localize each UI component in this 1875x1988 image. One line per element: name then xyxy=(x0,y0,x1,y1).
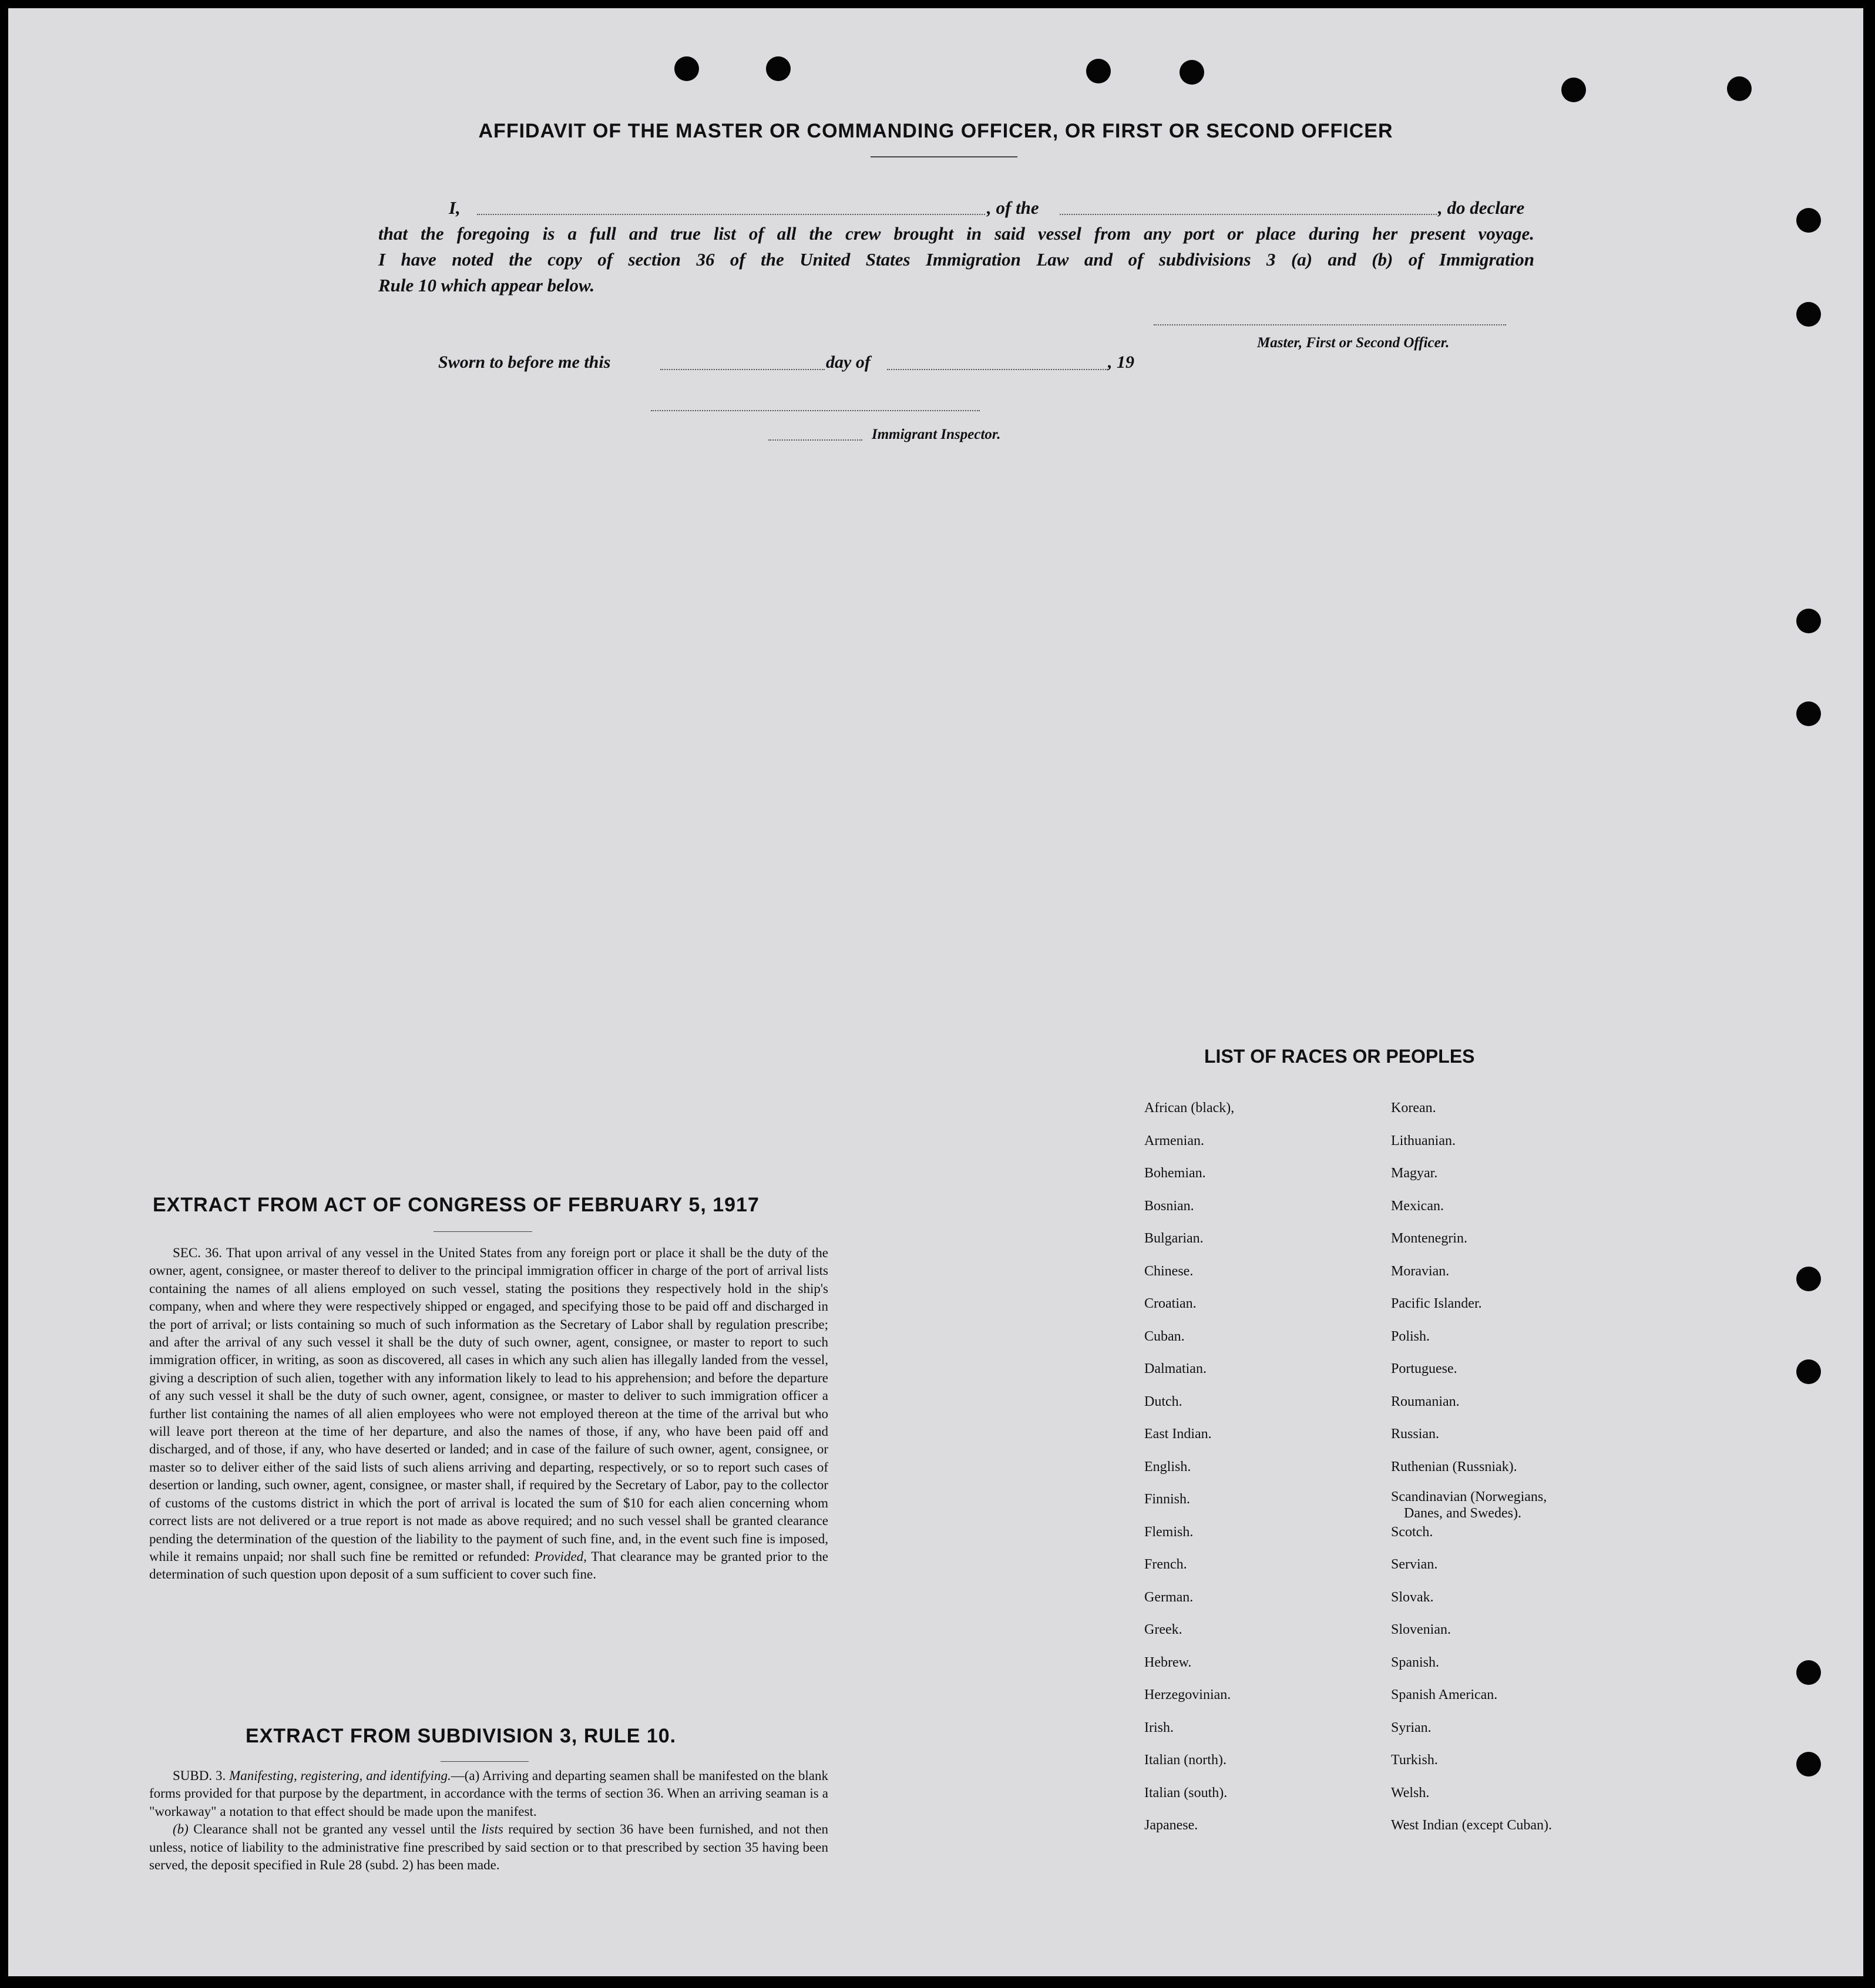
subd-a-text: —(a) Arriving and departing seamen shall be manifested on the blank forms provided for that purpose by the department, in accordance with the terms of section 36. When an arriving seaman is a "workaway" a notation to that effect should be made upon the manifest. xyxy=(149,1768,829,1819)
provided-label: Provided, xyxy=(534,1549,587,1564)
subd-heading: Manifesting, registering, and identifying. xyxy=(229,1768,451,1783)
race-item: Croatian. xyxy=(1144,1296,1197,1311)
rule-extract-title: EXTRACT FROM SUBDIVISION 3, RULE 10. xyxy=(246,1725,677,1747)
race-item: Lithuanian. xyxy=(1391,1133,1456,1149)
punch-hole xyxy=(1796,609,1821,633)
vessel-blank xyxy=(1060,214,1437,215)
race-item: East Indian. xyxy=(1144,1426,1212,1442)
provided-text: That clearance may be granted prior to the determination of such question upon deposit of a sum sufficient to cover such fine. xyxy=(149,1549,829,1582)
race-item: Finnish. xyxy=(1144,1492,1191,1507)
declaration-line-3: I have noted the copy of section 36 of the United States Immigration Law and of subdivisions 3 (a) and (b) of Immigration xyxy=(378,249,1534,270)
race-item: West Indian (except Cuban). xyxy=(1391,1818,1552,1833)
race-item-text: Scandinavian (Norwegians, xyxy=(1391,1489,1547,1505)
punch-hole xyxy=(1086,59,1111,83)
race-item: Welsh. xyxy=(1391,1785,1430,1801)
sworn-day-blank xyxy=(660,369,825,370)
race-item: Greek. xyxy=(1144,1622,1182,1637)
rule-title-rule xyxy=(441,1761,529,1762)
subd-label: SUBD. 3. xyxy=(173,1768,226,1783)
race-item: German. xyxy=(1144,1589,1194,1605)
race-item: Montenegrin. xyxy=(1391,1231,1467,1246)
race-item: Armenian. xyxy=(1144,1133,1204,1149)
declaration-of-the: , of the xyxy=(987,197,1039,218)
punch-hole xyxy=(1561,78,1586,102)
races-left-column xyxy=(1144,1100,1373,1850)
race-item: African (black), xyxy=(1144,1100,1235,1116)
race-item: Scotch. xyxy=(1391,1524,1433,1540)
race-item: Spanish. xyxy=(1391,1654,1440,1670)
document-page xyxy=(8,8,1863,1976)
race-item: Dutch. xyxy=(1144,1393,1182,1409)
race-item: Slovak. xyxy=(1391,1589,1434,1605)
race-item: Italian (north). xyxy=(1144,1752,1227,1768)
punch-hole xyxy=(1180,60,1204,85)
races-right-column xyxy=(1391,1100,1649,1850)
race-item-scandinavian xyxy=(1391,1489,1649,1522)
race-item: Roumanian. xyxy=(1391,1393,1460,1409)
race-item: Russian. xyxy=(1391,1426,1440,1442)
race-item: English. xyxy=(1144,1459,1191,1475)
inspector-label: Immigrant Inspector. xyxy=(872,427,1001,442)
subd-b-text-2: required by section 36 have been furnished, and not then unless, notice of liability to the administrative fine prescribed by said section or to that prescribed by section 35 having been served, the deposit specified in Rule 28 (subd. 2) has been made. xyxy=(149,1822,829,1873)
race-item: Cuban. xyxy=(1144,1328,1185,1344)
race-item: Mexican. xyxy=(1391,1198,1444,1214)
race-item: Syrian. xyxy=(1391,1720,1432,1735)
punch-hole xyxy=(1796,701,1821,726)
race-item: Herzegovinian. xyxy=(1144,1687,1231,1702)
race-item: Irish. xyxy=(1144,1720,1174,1735)
race-item: Spanish American. xyxy=(1391,1687,1498,1702)
master-label: Master, First or Second Officer. xyxy=(1257,335,1450,351)
punch-hole xyxy=(1796,1267,1821,1291)
subd-b-text-1: Clearance shall not be granted any vessel until the xyxy=(193,1822,477,1837)
race-item: Dalmatian. xyxy=(1144,1361,1207,1376)
race-item: Hebrew. xyxy=(1144,1654,1192,1670)
race-item: Italian (south). xyxy=(1144,1785,1228,1801)
races-title: LIST OF RACES OR PEOPLES xyxy=(1204,1046,1475,1067)
race-item: Slovenian. xyxy=(1391,1622,1451,1637)
master-signature-line xyxy=(1154,324,1506,325)
sec-36-body: That upon arrival of any vessel in the United States from any foreign port or place it shall be the duty of the owner, agent, consignee, or master thereof to deliver to the principal immigration officer in charge of the port of arrival lists containing the names of all aliens employed on such vessel, stating the positions they respectively hold in the ship's company, when and where they were respectively shipped or engaged, and specifying those to be paid off and discharged in the port of arrival; or lists containing so much of such information as the Secretary of Labor shall by regulation prescribe; and after the arrival of any such vessel it shall be the duty of such owner, agent, consignee, or master to report to such immigration officer, in writing, as soon as discovered, all cases in which any such alien has illegally landed from the vessel, giving a description of such alien, together with any information likely to lead to his apprehension; and before the departure of any such vessel it shall be the duty of such owner, agent, consignee, or master to deliver to such immigration officer a further list containing the names of all alien employees who were not employed thereon at the time of the arrival but who will leave port thereon at the time of her departure, and also the names of those, if any, who have been paid off and discharged, and of those, if any, who have deserted or landed; and in case of the failure of such owner, agent, consignee, or master so to deliver either of the said lists of such aliens arriving and departing, respectively, or so to report such cases of desertion or landing, such owner, agent, consignee, or master shall, if required by the Secretary of Labor, pay to the collector of customs of the customs district in which the port of arrival is located the sum of $10 for each alien concerning whom correct lists are not delivered or a true report is not made as above required; and no such vessel shall be granted clearance pending the determination of the question of the liability to the payment of such fine, and, in the event such fine is imposed, while it remains unpaid; nor shall such fine be remitted or refunded: xyxy=(149,1245,829,1564)
race-item: Polish. xyxy=(1391,1328,1430,1344)
punch-hole xyxy=(1796,1660,1821,1685)
name-blank xyxy=(477,214,985,215)
race-item: Korean. xyxy=(1391,1100,1436,1116)
title-rule xyxy=(871,156,1017,157)
race-item: Pacific Islander. xyxy=(1391,1296,1482,1311)
declaration-i: I, xyxy=(449,197,461,218)
subd-b-label: (b) xyxy=(173,1822,189,1837)
race-item: Turkish. xyxy=(1391,1752,1438,1768)
subd-b-lists: lists xyxy=(481,1822,503,1837)
punch-hole xyxy=(1727,76,1752,101)
inspector-short-line xyxy=(768,439,862,441)
race-item: Moravian. xyxy=(1391,1263,1450,1279)
race-item: Bulgarian. xyxy=(1144,1231,1204,1246)
inspector-signature-line xyxy=(651,410,980,411)
affidavit-title: AFFIDAVIT OF THE MASTER OR COMMANDING OFFICER, OR FIRST OR SECOND OFFICER xyxy=(478,120,1393,142)
punch-hole xyxy=(1796,1359,1821,1384)
race-item: Bohemian. xyxy=(1144,1166,1206,1181)
declaration-line-2: that the foregoing is a full and true list of all the crew brought in said vessel from any port or place during her present voyage. xyxy=(378,223,1534,244)
race-item: Ruthenian (Russniak). xyxy=(1391,1459,1517,1475)
punch-hole xyxy=(1796,302,1821,327)
race-item: French. xyxy=(1144,1557,1187,1572)
race-item: Bosnian. xyxy=(1144,1198,1194,1214)
punch-hole xyxy=(674,56,699,81)
race-item: Flemish. xyxy=(1144,1524,1194,1540)
race-item-wrap: Danes, and Swedes). xyxy=(1404,1506,1521,1521)
section-36-text xyxy=(149,1244,828,1584)
sec-label: SEC. 36. xyxy=(173,1245,223,1260)
race-item: Servian. xyxy=(1391,1557,1438,1572)
punch-hole xyxy=(766,56,791,81)
declaration-line-4: Rule 10 which appear below. xyxy=(378,275,595,295)
sworn-day-of: day of xyxy=(826,352,871,372)
race-item: Japanese. xyxy=(1144,1818,1198,1833)
race-item: Chinese. xyxy=(1144,1263,1194,1279)
race-item: Magyar. xyxy=(1391,1166,1438,1181)
punch-hole xyxy=(1796,1752,1821,1777)
race-item: Portuguese. xyxy=(1391,1361,1457,1376)
act-title-rule xyxy=(434,1231,532,1232)
sworn-month-blank xyxy=(887,369,1108,370)
sworn-start: Sworn to before me this xyxy=(438,352,611,372)
punch-hole xyxy=(1796,208,1821,233)
act-extract-title: EXTRACT FROM ACT OF CONGRESS OF FEBRUARY 5, 1917 xyxy=(153,1194,760,1216)
declaration-do-declare: , do declare xyxy=(1438,197,1525,218)
sworn-year: , 19 xyxy=(1108,352,1134,372)
subdivision-3-text xyxy=(149,1767,828,1874)
